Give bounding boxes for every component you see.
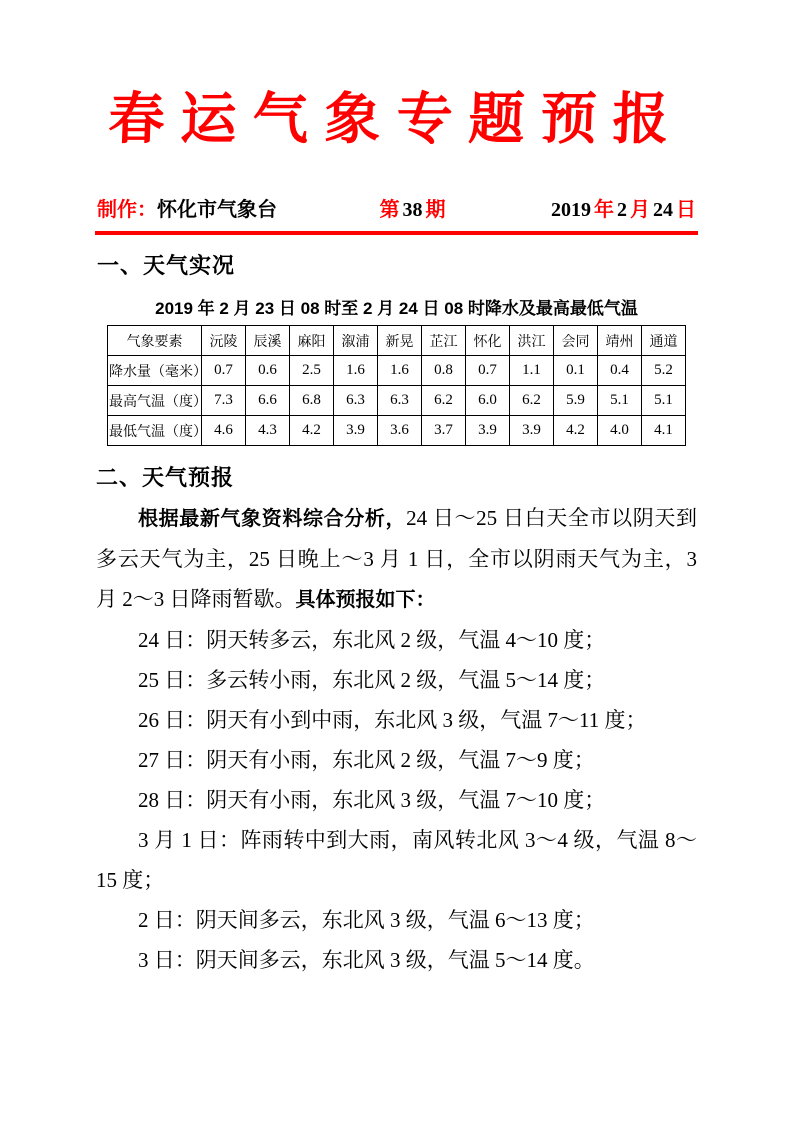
forecast-line: 3 月 1 日：阵雨转中到大雨，南风转北风 3～4 级，气温 8～15 度；: [96, 828, 697, 893]
forecast-intro-paragraph: [96, 498, 697, 620]
forecast-line: 27 日：阴天有小雨，东北风 2 级，气温 7～9 度；: [138, 748, 595, 773]
data-cell: 7.3: [202, 386, 246, 416]
producer-name: 怀化市气象台: [157, 199, 277, 222]
data-cell: 0.6: [246, 356, 290, 386]
weather-table-body: [108, 356, 686, 446]
data-cell: 6.2: [510, 386, 554, 416]
forecast-line: 28 日：阴天有小雨，东北风 3 级，气温 7～10 度；: [138, 788, 606, 813]
document-title: 春运气象专题预报: [107, 86, 686, 152]
issue-date: [548, 193, 696, 222]
data-cell: 1.1: [510, 356, 554, 386]
section1-heading: 一、天气实况: [97, 253, 236, 279]
weather-table-title: 2019 年 2 月 23 日 08 时至 2 月 24 日 08 时降水及最高最低气温: [155, 299, 638, 319]
issue-prefix: 第: [379, 199, 400, 222]
data-cell: 6.3: [334, 386, 378, 416]
data-cell: 5.1: [598, 386, 642, 416]
section2-heading: 二、天气预报: [96, 465, 235, 491]
table-row: [108, 416, 686, 446]
data-cell: 5.9: [554, 386, 598, 416]
data-cell: 0.1: [554, 356, 598, 386]
intro-bold-lead: 根据最新气象资料综合分析，: [138, 508, 407, 531]
document-meta-line: [97, 193, 696, 222]
col-header-station: 沅陵: [202, 326, 246, 356]
col-header-station: 芷江: [422, 326, 466, 356]
data-cell: 3.9: [510, 416, 554, 446]
data-cell: 5.1: [642, 386, 686, 416]
producer-label: 制作：: [97, 199, 157, 222]
row-label: 最低气温（度）: [108, 416, 202, 446]
table-row: [108, 356, 686, 386]
data-cell: 3.7: [422, 416, 466, 446]
data-cell: 1.6: [378, 356, 422, 386]
data-cell: 6.0: [466, 386, 510, 416]
date-day: 24: [653, 199, 673, 222]
date-day-unit: 日: [676, 199, 696, 222]
data-cell: 4.0: [598, 416, 642, 446]
data-cell: 4.2: [554, 416, 598, 446]
data-cell: 6.3: [378, 386, 422, 416]
date-month-unit: 月: [630, 199, 650, 222]
table-row: [108, 386, 686, 416]
data-cell: 4.2: [290, 416, 334, 446]
forecast-line: 24 日：阴天转多云，东北风 2 级，气温 4～10 度；: [138, 628, 606, 653]
row-label: 降水量（毫米）: [108, 356, 202, 386]
weather-table-head-row: [108, 326, 686, 356]
data-cell: 2.5: [290, 356, 334, 386]
section2-block: [96, 458, 697, 980]
data-cell: 0.4: [598, 356, 642, 386]
date-year-unit: 年: [594, 199, 614, 222]
date-month: 2: [617, 199, 627, 222]
data-cell: 4.6: [202, 416, 246, 446]
col-header-station: 怀化: [466, 326, 510, 356]
data-cell: 3.9: [334, 416, 378, 446]
col-header-element: 气象要素: [108, 326, 202, 356]
col-header-station: 溆浦: [334, 326, 378, 356]
forecast-line: 2 日：阴天间多云，东北风 3 级，气温 6～13 度；: [138, 908, 595, 933]
data-cell: 3.9: [466, 416, 510, 446]
data-cell: 0.8: [422, 356, 466, 386]
data-cell: 6.8: [290, 386, 334, 416]
forecast-line: 3 日：阴天间多云，东北风 3 级，气温 5～14 度。: [138, 948, 595, 973]
issue-num: 38: [402, 199, 423, 222]
data-cell: 4.1: [642, 416, 686, 446]
col-header-station: 会同: [554, 326, 598, 356]
row-label: 最高气温（度）: [108, 386, 202, 416]
data-cell: 6.2: [422, 386, 466, 416]
data-cell: 6.6: [246, 386, 290, 416]
data-cell: 0.7: [466, 356, 510, 386]
producer: [97, 193, 277, 222]
col-header-station: 新晃: [378, 326, 422, 356]
data-cell: 5.2: [642, 356, 686, 386]
data-cell: 4.3: [246, 416, 290, 446]
data-cell: 3.6: [378, 416, 422, 446]
forecast-line: 25 日：多云转小雨，东北风 2 级，气温 5～14 度；: [138, 668, 606, 693]
intro-text: 24 日～25 日白天全市以阴天到多云天气为主，25 日晚上～3 月 1 日，全市以阴雨天气为主，3 月 2～3 日降雨暂歇。: [96, 506, 698, 612]
data-cell: 1.6: [334, 356, 378, 386]
data-cell: 0.7: [202, 356, 246, 386]
forecast-line: 26 日：阴天有小到中雨，东北风 3 级，气温 7～11 度；: [138, 708, 647, 733]
col-header-station: 麻阳: [290, 326, 334, 356]
col-header-station: 辰溪: [246, 326, 290, 356]
col-header-station: 靖州: [598, 326, 642, 356]
red-divider-rule: [95, 231, 698, 235]
date-year: 2019: [551, 199, 591, 222]
col-header-station: 洪江: [510, 326, 554, 356]
intro-bold-tail: 具体预报如下：: [295, 589, 436, 612]
col-header-station: 通道: [642, 326, 686, 356]
issue-suffix: 期: [425, 199, 446, 222]
forecast-list: [96, 620, 697, 980]
issue-number: [380, 193, 446, 222]
weather-observation-table: [107, 325, 686, 446]
